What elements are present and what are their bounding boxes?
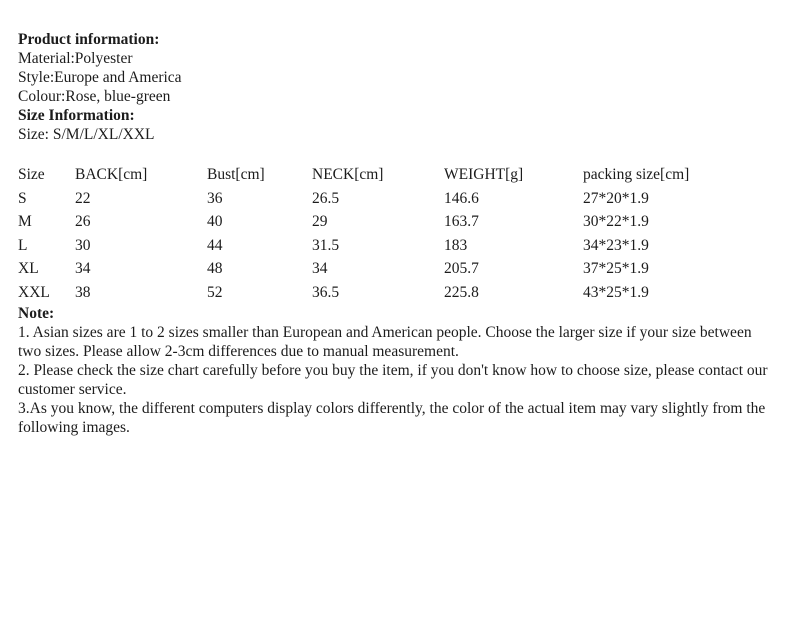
note-item-1: 1. Asian sizes are 1 to 2 sizes smaller than European and American people. Choose the larger size if your size between two sizes. Please allow 2-3cm differences due to manual measurement.	[18, 324, 752, 360]
table-cell: XXL	[18, 283, 50, 301]
table-cell: L	[18, 236, 28, 254]
colour-line: Colour:Rose, blue-green	[18, 88, 171, 105]
table-cell: 43*25*1.9	[583, 283, 649, 301]
table-cell: 34	[75, 260, 91, 277]
table-cell: 26.5	[312, 189, 340, 207]
table-row	[18, 234, 774, 258]
table-cell: 205.7	[444, 260, 479, 277]
table-row	[18, 210, 774, 234]
table-cell: 27*20*1.9	[583, 189, 649, 207]
table-cell: 30	[75, 236, 91, 254]
table-cell: 52	[207, 283, 223, 301]
table-cell: 48	[207, 260, 223, 277]
table-cell: 34*23*1.9	[583, 236, 649, 254]
table-cell: 37*25*1.9	[583, 260, 649, 277]
table-cell: 34	[312, 260, 328, 277]
table-header-cell: Bust[cm]	[207, 166, 265, 183]
table-cell: 183	[444, 236, 468, 254]
table-cell: 36.5	[312, 283, 340, 301]
table-cell: 38	[75, 283, 91, 301]
note-item-2: 2. Please check the size chart carefully before you buy the item, if you don't know how to choose size, please contact our customer service.	[18, 362, 768, 398]
table-cell: 29	[312, 213, 328, 230]
product-info-heading: Product information:	[18, 31, 160, 48]
table-header-cell: Size	[18, 166, 45, 183]
table-header-cell: NECK[cm]	[312, 166, 384, 183]
material-line: Material:Polyester	[18, 50, 133, 67]
table-header-cell: WEIGHT[g]	[444, 166, 524, 183]
table-cell: 163.7	[444, 213, 479, 230]
size-table	[18, 163, 774, 304]
table-cell: XL	[18, 260, 39, 277]
table-cell: 36	[207, 189, 223, 207]
table-row	[18, 187, 774, 211]
table-cell: S	[18, 189, 27, 207]
table-cell: 26	[75, 213, 91, 230]
table-cell: 225.8	[444, 283, 479, 301]
style-line: Style:Europe and America	[18, 69, 182, 86]
table-row	[18, 281, 774, 305]
note-heading: Note:	[18, 305, 55, 322]
table-header-cell: BACK[cm]	[75, 166, 148, 183]
table-cell: 22	[75, 189, 91, 207]
table-cell: 146.6	[444, 189, 479, 207]
table-cell: M	[18, 213, 32, 230]
sizes-line: Size: S/M/L/XL/XXL	[18, 126, 155, 143]
note-item-3: 3.As you know, the different computers display colors differently, the color of the actual item may vary slightly from the following images.	[18, 400, 766, 436]
table-cell: 31.5	[312, 236, 340, 254]
table-cell: 44	[207, 236, 223, 254]
table-cell: 30*22*1.9	[583, 213, 649, 230]
table-header-row	[18, 163, 774, 187]
table-header-cell: packing size[cm]	[583, 166, 690, 183]
table-cell: 40	[207, 213, 223, 230]
size-info-heading: Size Information:	[18, 107, 135, 124]
table-row	[18, 257, 774, 281]
